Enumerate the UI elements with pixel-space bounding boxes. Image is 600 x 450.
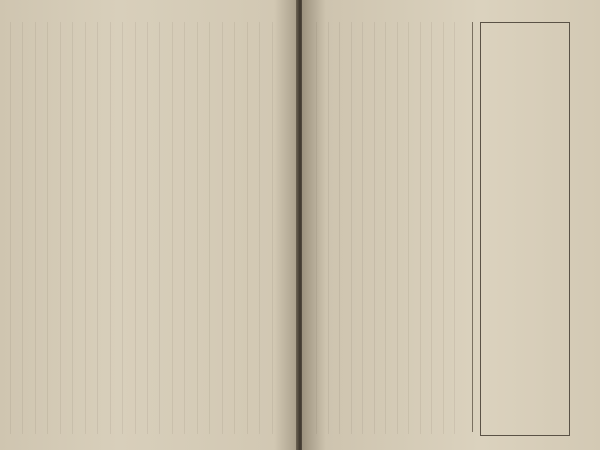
toc-column: [72, 22, 84, 434]
toc-column: [408, 22, 420, 434]
toc-column: [35, 22, 47, 434]
toc-column: [159, 22, 171, 434]
toc-column: [234, 22, 246, 434]
toc-column: [316, 22, 328, 434]
toc-column: [60, 22, 72, 434]
toc-column: [385, 22, 397, 434]
toc-column: [362, 22, 374, 434]
toc-column: [222, 22, 234, 434]
toc-column: [135, 22, 147, 434]
left-page: [0, 0, 298, 450]
toc-column: [397, 22, 409, 434]
left-toc-columns: [10, 22, 284, 434]
toc-column: [122, 22, 134, 434]
toc-divider: [472, 22, 473, 432]
toc-column: [10, 22, 22, 434]
toc-column: [22, 22, 34, 434]
toc-column: [374, 22, 386, 434]
toc-column: [197, 22, 209, 434]
right-page: [302, 0, 600, 450]
toc-column: [110, 22, 122, 434]
toc-column: [454, 22, 466, 434]
toc-column: [443, 22, 455, 434]
toc-column: [97, 22, 109, 434]
toc-column: [85, 22, 97, 434]
toc-column: [172, 22, 184, 434]
toc-column: [247, 22, 259, 434]
right-toc-columns: [316, 22, 466, 434]
toc-column: [431, 22, 443, 434]
toc-column: [147, 22, 159, 434]
toc-column: [184, 22, 196, 434]
toc-column: [259, 22, 271, 434]
toc-box: [480, 22, 570, 436]
toc-column: [328, 22, 340, 434]
toc-column: [420, 22, 432, 434]
toc-column: [339, 22, 351, 434]
toc-column: [272, 22, 284, 434]
toc-column: [209, 22, 221, 434]
toc-column: [351, 22, 363, 434]
toc-column: [47, 22, 59, 434]
